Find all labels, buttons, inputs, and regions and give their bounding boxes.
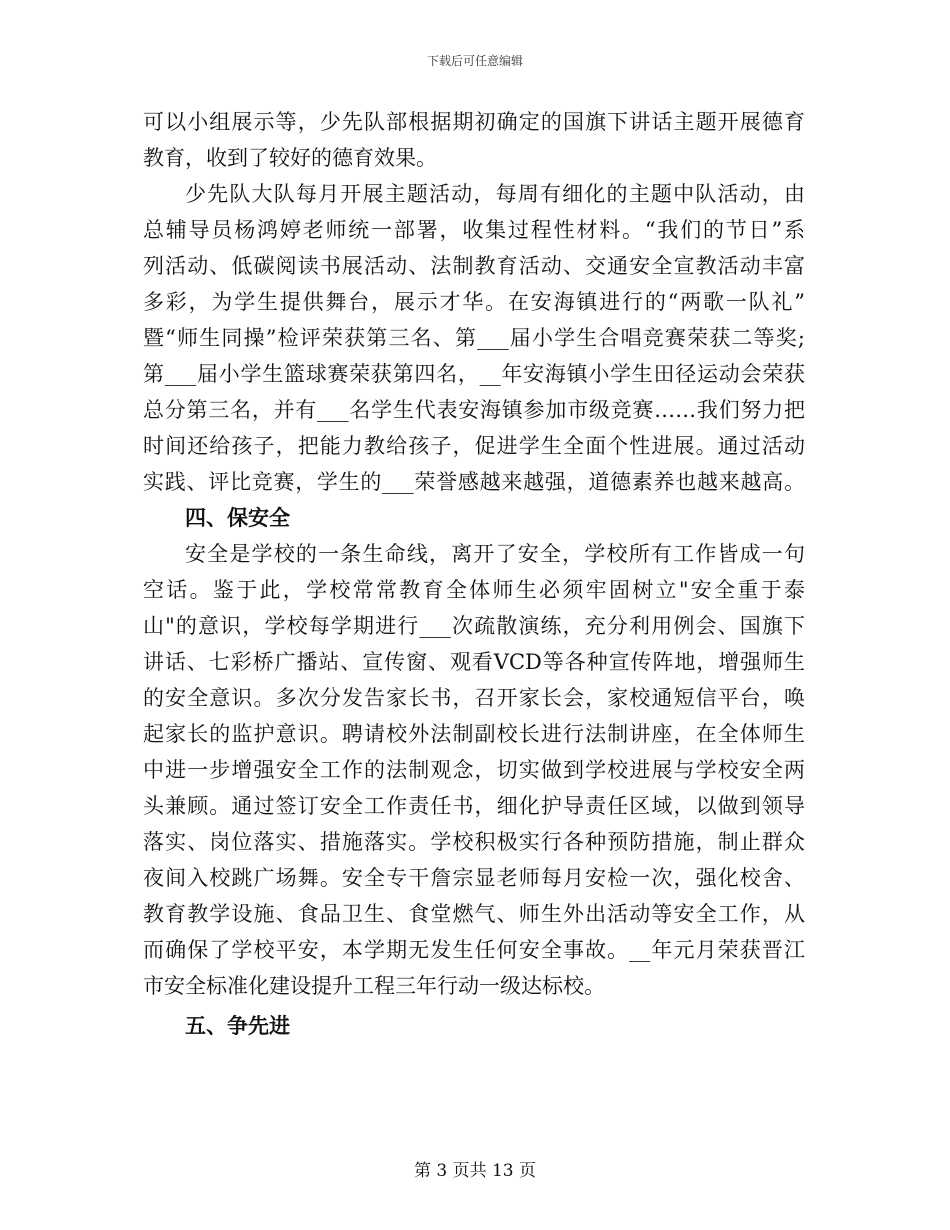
page-header-note: 下载后可任意编辑 xyxy=(426,54,523,68)
paragraph-line: 的安全意识。多次分发告家长书，召开家长会，家校通短信平台，唤 xyxy=(143,686,805,710)
paragraph-line: 可以小组展示等，少先队部根据期初确定的国旗下讲话主题开展德育 xyxy=(143,110,805,134)
paragraph-line: 总分第三名，并有___名学生代表安海镇参加市级竞赛……我们努力把 xyxy=(143,398,805,422)
document-body xyxy=(143,106,805,1046)
paragraph-line: 第___届小学生篮球赛荣获第四名，__年安海镇小学生田径运动会荣获 xyxy=(143,362,805,386)
paragraph-line: 教育教学设施、食品卫生、食堂燃气、师生外出活动等安全工作，从 xyxy=(143,902,805,926)
page-number: 第 3 页共 13 页 xyxy=(413,1161,537,1181)
paragraph-line: 教育，收到了较好的德育效果。 xyxy=(143,146,437,170)
paragraph-line: 中进一步增强安全工作的法制观念，切实做到学校进展与学校安全两 xyxy=(143,758,805,782)
section-heading-excellence: 五、争先进 xyxy=(185,1014,290,1038)
paragraph-line: 空话。鉴于此，学校常常教育全体师生必须牢固树立"安全重于泰 xyxy=(143,578,805,602)
paragraph-line: 市安全标准化建设提升工程三年行动一级达标校。 xyxy=(143,974,605,998)
paragraph-line: 实践、评比竞赛，学生的___荣誉感越来越强，道德素养也越来越高。 xyxy=(143,470,805,494)
paragraph-line: 山"的意识，学校每学期进行___次疏散演练，充分利用例会、国旗下 xyxy=(143,614,805,638)
paragraph-line: 时间还给孩子，把能力教给孩子，促进学生全面个性进展。通过活动 xyxy=(143,434,805,458)
paragraph-line: 暨“师生同操”检评荣获第三名、第___届小学生合唱竞赛荣获二等奖; xyxy=(143,326,805,350)
paragraph-line: 多彩，为学生提供舞台，展示才华。在安海镇进行的“两歌一队礼” xyxy=(143,290,805,314)
paragraph-line: 头兼顾。通过签订安全工作责任书，细化护导责任区域，以做到领导 xyxy=(143,794,805,818)
paragraph-line: 而确保了学校平安，本学期无发生任何安全事故。__年元月荣获晋江 xyxy=(143,938,805,962)
paragraph-line: 安全是学校的一条生命线，离开了安全，学校所有工作皆成一句 xyxy=(185,542,805,566)
paragraph-line: 起家长的监护意识。聘请校外法制副校长进行法制讲座，在全体师生 xyxy=(143,722,805,746)
paragraph-line: 夜间入校跳广场舞。安全专干詹宗显老师每月安检一次，强化校舍、 xyxy=(143,866,805,890)
paragraph-line: 少先队大队每月开展主题活动，每周有细化的主题中队活动，由 xyxy=(185,182,805,206)
section-heading-safety: 四、保安全 xyxy=(185,506,290,530)
paragraph-line: 列活动、低碳阅读书展活动、法制教育活动、交通安全宣教活动丰富 xyxy=(143,254,805,278)
paragraph-line: 落实、岗位落实、措施落实。学校积极实行各种预防措施，制止群众 xyxy=(143,830,805,854)
paragraph-line: 讲话、七彩桥广播站、宣传窗、观看VCD等各种宣传阵地，增强师生 xyxy=(143,650,805,674)
paragraph-line: 总辅导员杨鸿婷老师统一部署，收集过程性材料。“我们的节日”系 xyxy=(143,218,805,242)
